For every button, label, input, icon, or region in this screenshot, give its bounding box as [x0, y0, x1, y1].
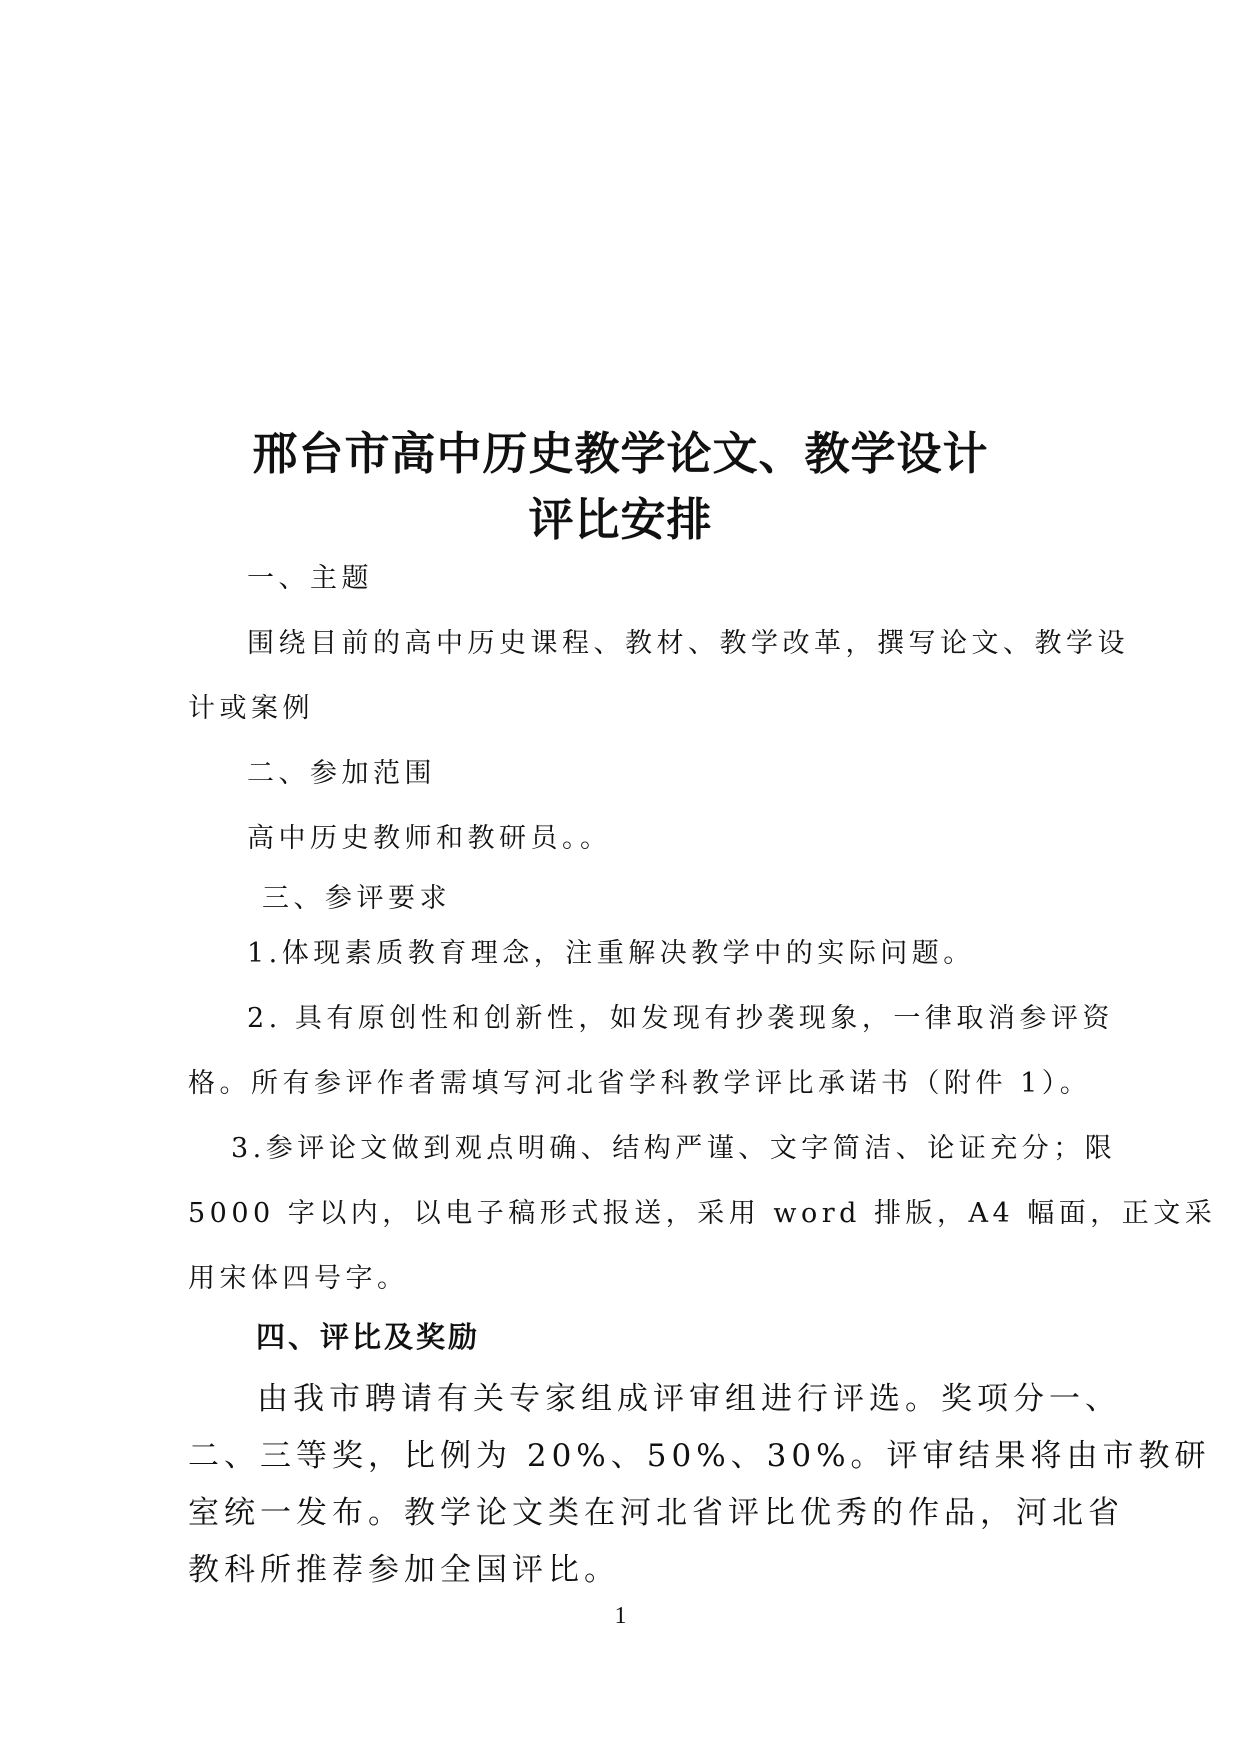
section-4-body-line1: 由我市聘请有关专家组成评审组进行评选。奖项分一、 — [257, 1381, 1121, 1417]
section-1-body-line1: 围绕目前的高中历史课程、教材、教学改革，撰写论文、教学设 — [247, 628, 1129, 659]
section-3-item-1: 1.体现素质教育理念，注重解决教学中的实际问题。 — [247, 938, 975, 969]
section-3-item-2-line2: 格。所有参评作者需填写河北省学科教学评比承诺书（附件 1）。 — [188, 1068, 1092, 1099]
section-4-body-line3: 室统一发布。教学论文类在河北省评比优秀的作品，河北省 — [188, 1495, 1124, 1531]
section-2-heading: 二、参加范围 — [247, 758, 436, 789]
section-1-body-line2: 计或案例 — [188, 693, 314, 724]
document-title-line2: 评比安排 — [528, 493, 713, 546]
section-3-item-3-line3: 用宋体四号字。 — [188, 1263, 409, 1294]
section-3-item-2-line1: 2. 具有原创性和创新性，如发现有抄袭现象，一律取消参评资 — [247, 1003, 1114, 1034]
section-2-body: 高中历史教师和教研员。。 — [247, 823, 612, 854]
section-4-heading: 四、评比及奖励 — [256, 1320, 481, 1354]
document-title-line1: 邢台市高中历史教学论文、教学设计 — [252, 427, 989, 480]
page-number: 1 — [614, 1603, 627, 1629]
section-4-body-line4: 教科所推荐参加全国评比。 — [188, 1552, 620, 1588]
section-3-heading: 三、参评要求 — [262, 883, 451, 914]
section-1-heading: 一、主题 — [247, 563, 373, 594]
section-3-item-3-line1: 3.参评论文做到观点明确、结构严谨、文字简洁、论证充分；限 — [231, 1133, 1117, 1164]
section-4-body-line2: 二、三等奖，比例为 20%、50%、30%。评审结果将由市教研 — [188, 1438, 1211, 1474]
section-3-item-3-line2: 5000 字以内，以电子稿形式报送，采用 word 排版，A4 幅面，正文采 — [188, 1198, 1217, 1229]
